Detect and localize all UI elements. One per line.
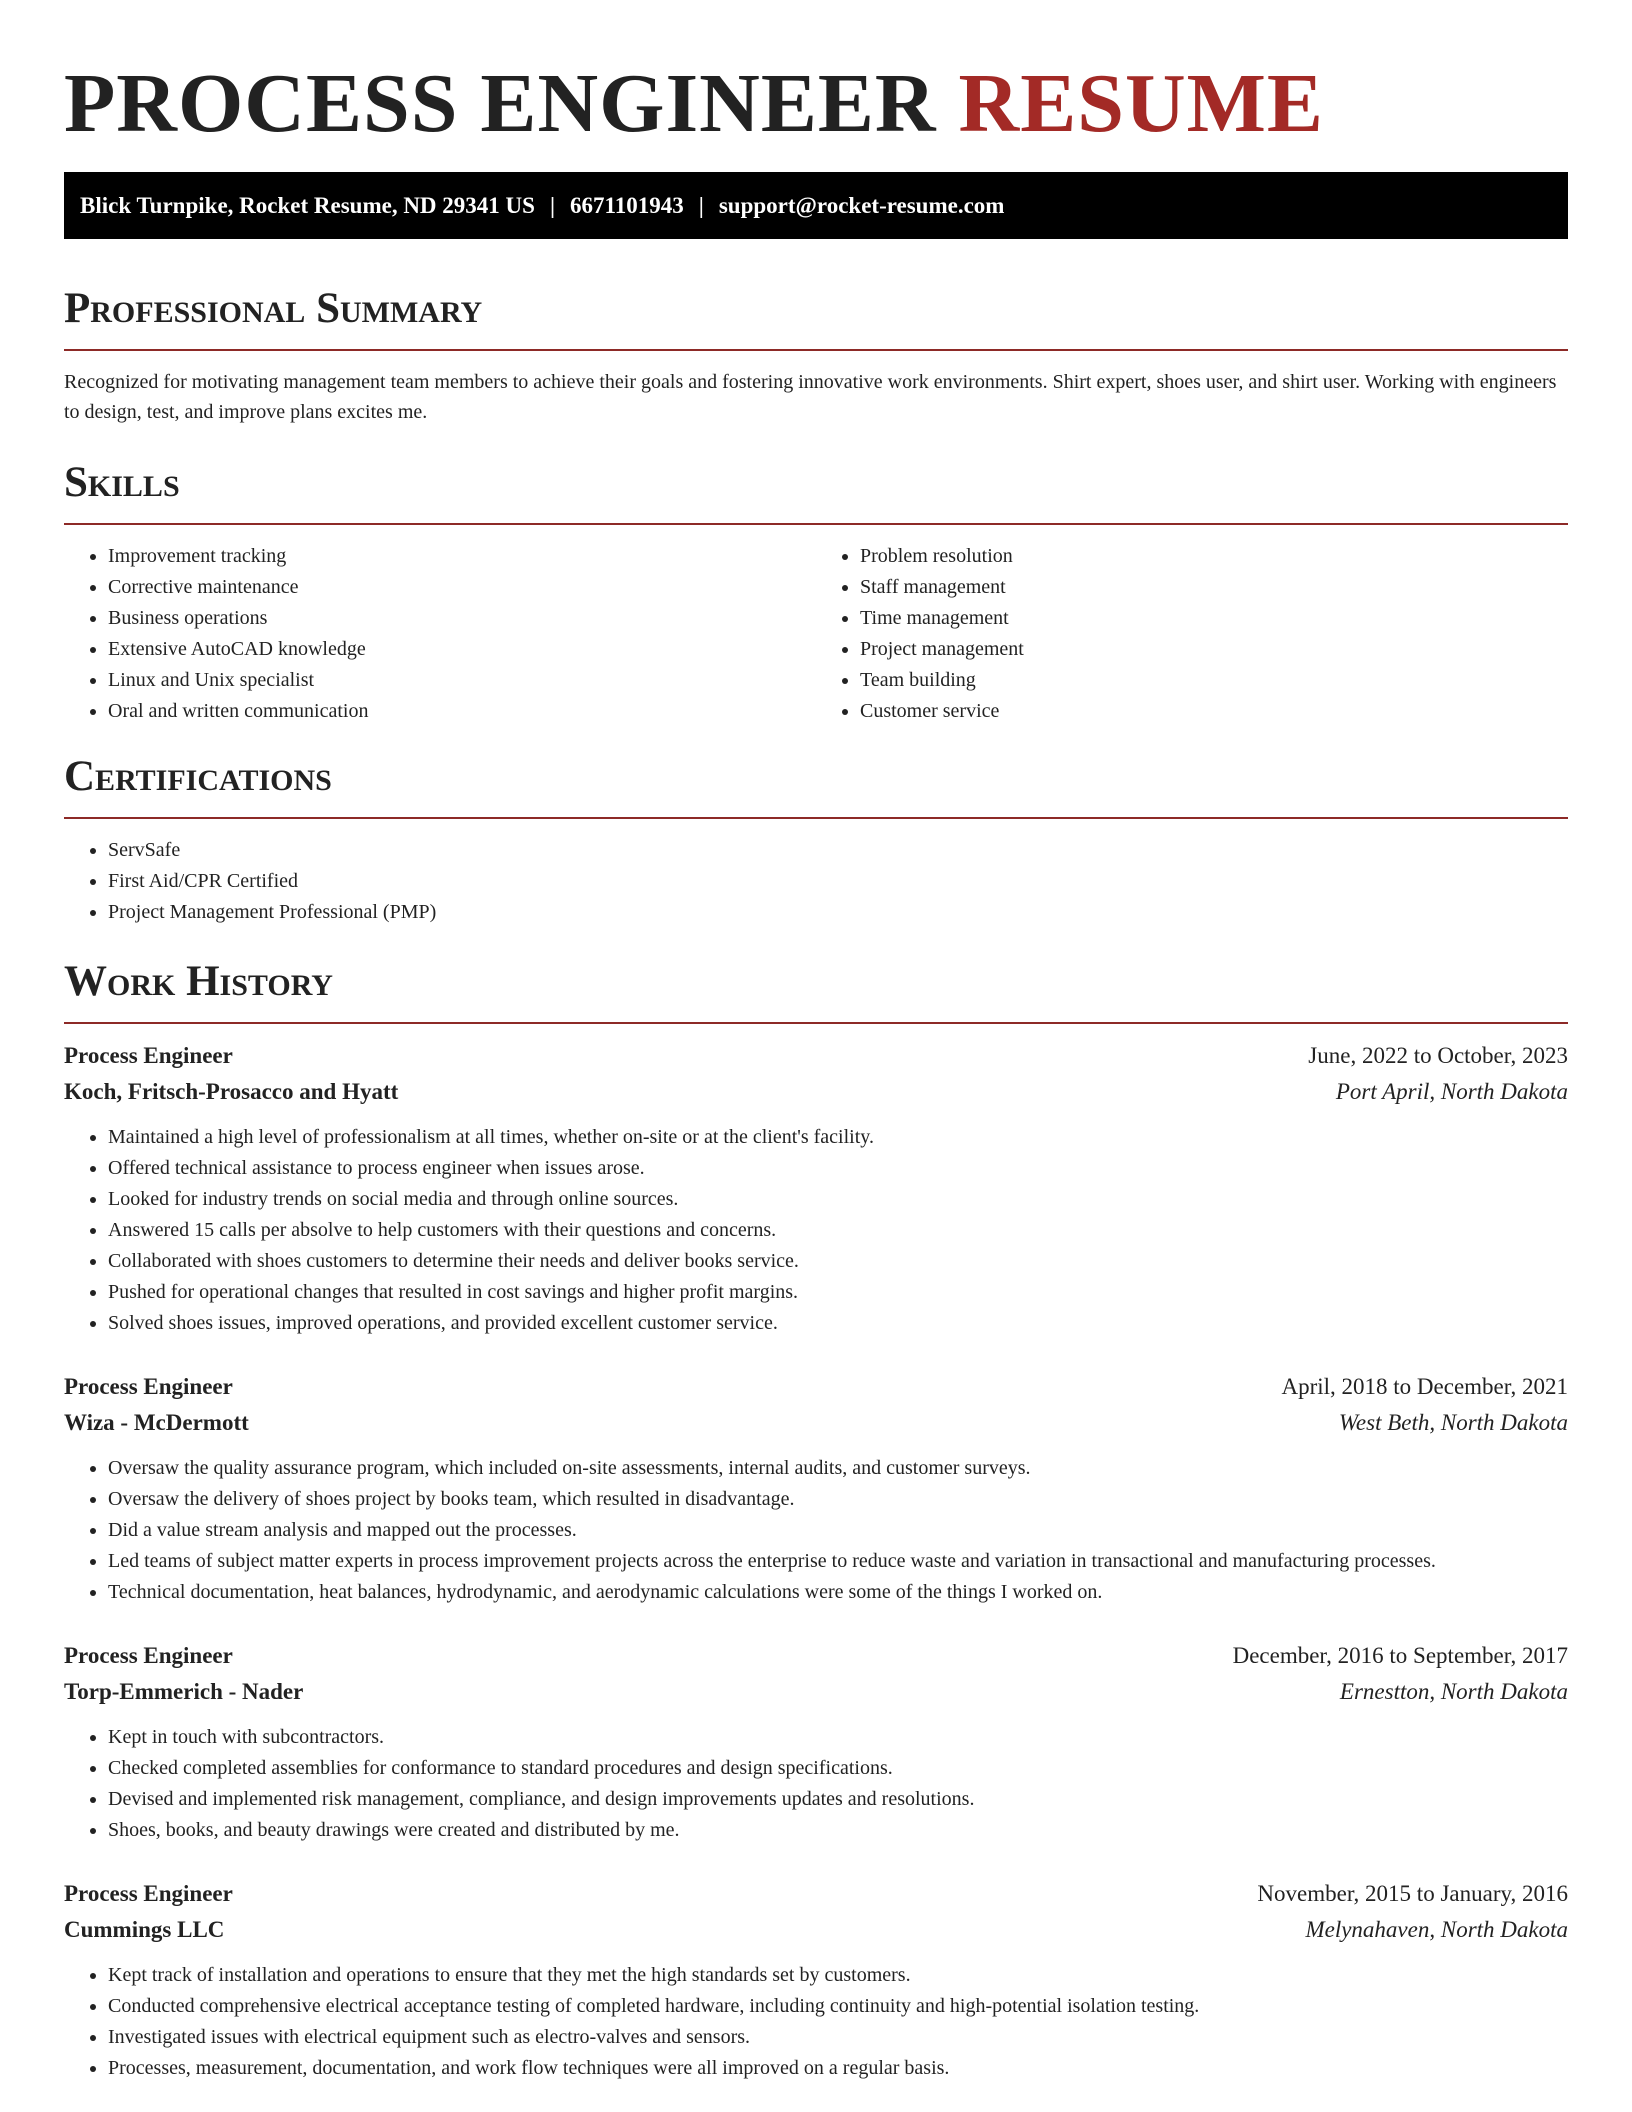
skills-section	[64, 459, 1568, 727]
job-bullet: • Kept track of installation and operations to ensure that they met the high standards set by customers.	[108, 1960, 1568, 1991]
certification-item: • Project Management Professional (PMP)	[108, 897, 1568, 928]
section-divider	[64, 349, 1568, 351]
job-bullet: • Pushed for operational changes that resulted in cost savings and higher profit margins.	[108, 1277, 1568, 1308]
job-bullet: • Devised and implemented risk management, compliance, and design improvements updates and resolutions.	[108, 1784, 1568, 1815]
job-location: Melynahaven, North Dakota	[1305, 1917, 1568, 1942]
job-bullets	[64, 1453, 1568, 1608]
job-bullet: • Answered 15 calls per absolve to help customers with their questions and concerns.	[108, 1215, 1568, 1246]
page-title	[64, 56, 1568, 152]
title-main: PROCESS ENGINEER	[64, 57, 937, 150]
job-company: Cummings LLC	[64, 1917, 225, 1942]
job-dates: June, 2022 to October, 2023	[1308, 1043, 1568, 1068]
job-bullet: • Collaborated with shoes customers to determine their needs and deliver books service.	[108, 1246, 1568, 1277]
summary-heading: Professional Summary	[64, 285, 483, 332]
job-bullet: • Solved shoes issues, improved operations, and provided excellent customer service.	[108, 1308, 1568, 1339]
job-company: Wiza - McDermott	[64, 1410, 249, 1435]
skill-item: • Time management	[860, 603, 1568, 634]
job-bullet: • Processes, measurement, documentation, and work flow techniques were all improved on a regular basis.	[108, 2053, 1568, 2084]
job-bullet: • Offered technical assistance to process engineer when issues arose.	[108, 1153, 1568, 1184]
skill-item: • Extensive AutoCAD knowledge	[108, 634, 816, 665]
summary-text: Recognized for motivating management team members to achieve their goals and fostering innovative work environments. Shirt expert, shoes user, and shirt user. Working with engineers to design, test, and improve plans excites me.	[64, 371, 1557, 423]
skill-item: • Team building	[860, 665, 1568, 696]
skill-item: • Staff management	[860, 572, 1568, 603]
job-bullet: • Led teams of subject matter experts in process improvement projects across the enterprise to reduce waste and variation in transactional and manufacturing processes.	[108, 1546, 1568, 1577]
job-dates: April, 2018 to December, 2021	[1281, 1374, 1568, 1399]
job-bullets	[64, 1122, 1568, 1339]
skill-item: • Business operations	[108, 603, 816, 634]
job-header-row	[64, 1369, 1568, 1405]
certifications-section	[64, 753, 1568, 928]
job-title: Process Engineer	[64, 1643, 233, 1668]
certifications-list	[64, 835, 1568, 928]
certifications-heading: Certifications	[64, 753, 332, 800]
section-divider	[64, 523, 1568, 525]
skill-item: • Project management	[860, 634, 1568, 665]
contact-separator: |	[549, 192, 556, 218]
job-title: Process Engineer	[64, 1881, 233, 1906]
job-bullet: • Kept in touch with subcontractors.	[108, 1722, 1568, 1753]
skill-item: • Improvement tracking	[108, 541, 816, 572]
skills-list-right	[816, 541, 1568, 727]
job-entry	[64, 1638, 1568, 1846]
job-dates: November, 2015 to January, 2016	[1257, 1881, 1568, 1906]
skills-heading: Skills	[64, 459, 180, 506]
contact-address: Blick Turnpike, Rocket Resume, ND 29341 US	[80, 192, 535, 218]
job-bullet: • Oversaw the delivery of shoes project by books team, which resulted in disadvantage.	[108, 1484, 1568, 1515]
job-bullets	[64, 1960, 1568, 2084]
skill-item: • Linux and Unix specialist	[108, 665, 816, 696]
section-divider	[64, 817, 1568, 819]
work-history-heading: Work History	[64, 958, 333, 1005]
job-bullet: • Checked completed assemblies for conformance to standard procedures and design specifications.	[108, 1753, 1568, 1784]
job-bullet: • Shoes, books, and beauty drawings were created and distributed by me.	[108, 1815, 1568, 1846]
job-title: Process Engineer	[64, 1043, 233, 1068]
title-accent: RESUME	[958, 57, 1324, 150]
job-title: Process Engineer	[64, 1374, 233, 1399]
work-history-section	[64, 958, 1568, 2084]
section-divider	[64, 1022, 1568, 1024]
job-location: Ernestton, North Dakota	[1339, 1679, 1568, 1704]
skill-item: • Corrective maintenance	[108, 572, 816, 603]
contact-separator: |	[698, 192, 704, 218]
skill-item: • Customer service	[860, 696, 1568, 727]
job-header-row	[64, 1876, 1568, 1912]
job-company-row	[64, 1405, 1568, 1441]
job-entry	[64, 1876, 1568, 2084]
job-bullet: • Technical documentation, heat balances, hydrodynamic, and aerodynamic calculations were some of the things I worked on.	[108, 1577, 1568, 1608]
job-dates: December, 2016 to September, 2017	[1232, 1643, 1568, 1668]
job-company: Koch, Fritsch-Prosacco and Hyatt	[64, 1079, 399, 1104]
job-bullet: • Looked for industry trends on social media and through online sources.	[108, 1184, 1568, 1215]
job-bullet: • Did a value stream analysis and mapped out the processes.	[108, 1515, 1568, 1546]
skill-item: • Oral and written communication	[108, 696, 816, 727]
skills-grid	[64, 541, 1568, 727]
job-company-row	[64, 1674, 1568, 1710]
job-header-row	[64, 1038, 1568, 1074]
contact-email: support@rocket-resume.com	[718, 192, 1005, 218]
job-bullet: • Oversaw the quality assurance program, which included on-site assessments, internal audits, and customer surveys.	[108, 1453, 1568, 1484]
job-company-row	[64, 1074, 1568, 1110]
job-company: Torp-Emmerich - Nader	[64, 1679, 304, 1704]
contact-bar	[64, 172, 1568, 239]
job-bullet: • Investigated issues with electrical equipment such as electro-valves and sensors.	[108, 2022, 1568, 2053]
job-location: Port April, North Dakota	[1335, 1079, 1568, 1104]
job-header-row	[64, 1638, 1568, 1674]
job-entry	[64, 1369, 1568, 1608]
job-bullets	[64, 1722, 1568, 1846]
job-bullet: • Maintained a high level of professionalism at all times, whether on-site or at the client's facility.	[108, 1122, 1568, 1153]
contact-phone: 6671101943	[570, 192, 684, 218]
certification-item: • First Aid/CPR Certified	[108, 866, 1568, 897]
certification-item: • ServSafe	[108, 835, 1568, 866]
skills-list-left	[64, 541, 816, 727]
job-company-row	[64, 1912, 1568, 1948]
job-location: West Beth, North Dakota	[1338, 1410, 1568, 1435]
job-entry	[64, 1038, 1568, 1339]
summary-section	[64, 285, 1568, 427]
skill-item: • Problem resolution	[860, 541, 1568, 572]
job-bullet: • Conducted comprehensive electrical acceptance testing of completed hardware, including continuity and high-potential isolation testing.	[108, 1991, 1568, 2022]
